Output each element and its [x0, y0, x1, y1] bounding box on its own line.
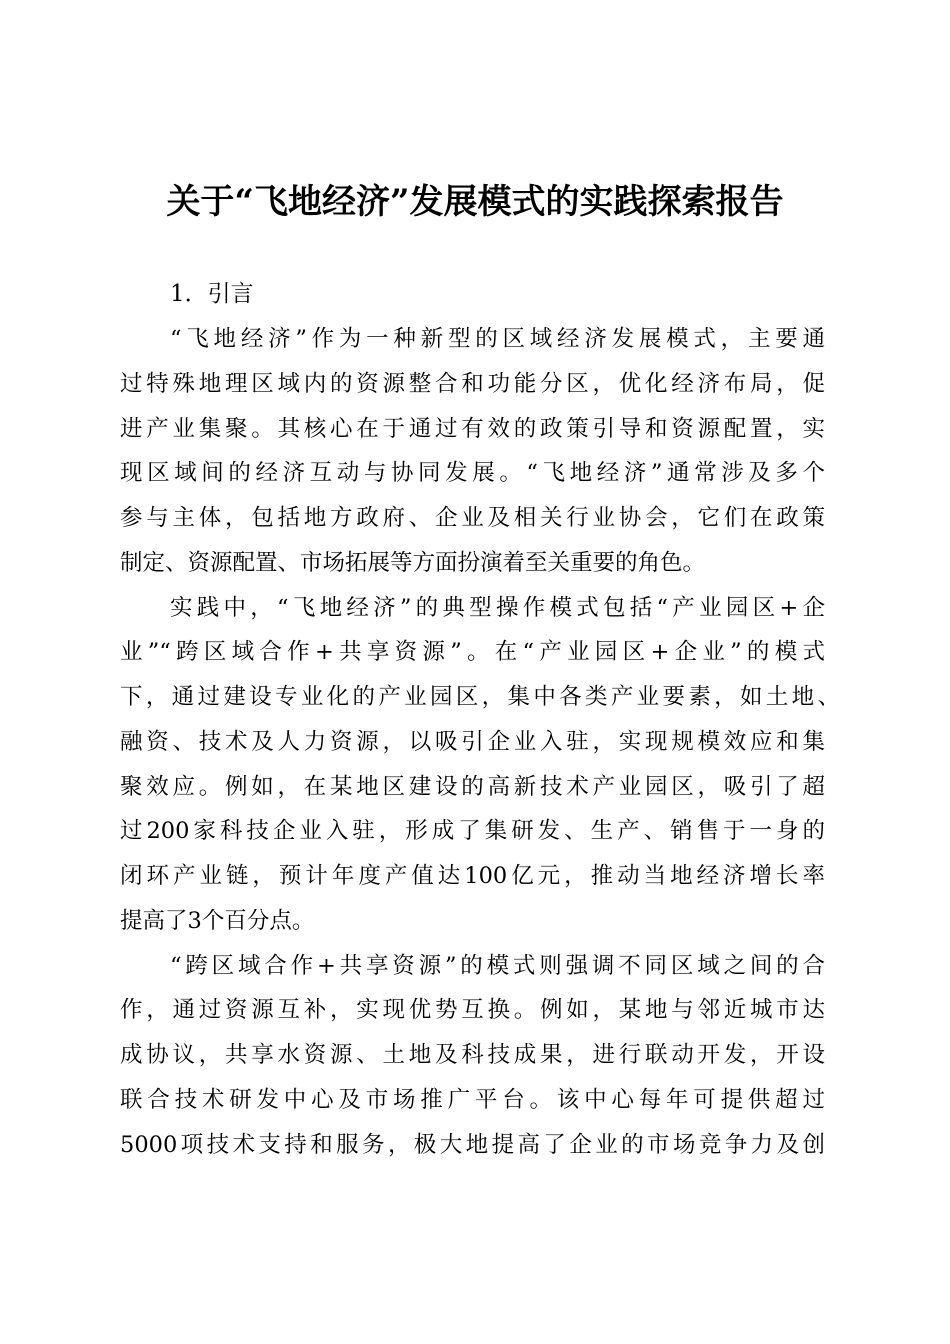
paragraph-2-line-1: 实践中，“飞地经济”的典型操作模式包括“产业园区+企	[170, 595, 825, 621]
section-heading: 1．引言	[170, 281, 254, 307]
paragraph-2-line-4: 融资、技术及人力资源，以吸引企业入驻，实现规模效应和集	[120, 729, 825, 755]
paragraph-1-line-1: “飞地经济”作为一种新型的区域经济发展模式，主要通	[170, 326, 825, 352]
paragraph-2-line-3: 下，通过建设专业化的产业园区，集中各类产业要素，如土地、	[120, 684, 840, 710]
paragraph-1-line-6: 制定、资源配置、市场拓展等方面扮演着至关重要的角色。	[120, 550, 706, 576]
paragraph-1-line-2: 过特殊地理区域内的资源整合和功能分区，优化经济布局，促	[120, 371, 825, 397]
paragraph-2-line-5: 聚效应。例如，在某地区建设的高新技术产业园区，吸引了超	[120, 774, 825, 800]
paragraph-2-line-8: 提高了3个百分点。	[120, 908, 315, 934]
paragraph-3-line-2: 作，通过资源互补，实现优势互换。例如，某地与邻近城市达	[120, 997, 825, 1023]
paragraph-1-line-5: 参与主体，包括地方政府、企业及相关行业协会，它们在政策	[120, 505, 825, 531]
paragraph-1-line-4: 现区域间的经济互动与协同发展。“飞地经济”通常涉及多个	[120, 460, 825, 486]
paragraph-3-line-4: 联合技术研发中心及市场推广平台。该中心每年可提供超过	[120, 1087, 825, 1113]
paragraph-3-line-5: 5000项技术支持和服务，极大地提高了企业的市场竞争力及创	[120, 1132, 825, 1158]
paragraph-2-line-7: 闭环产业链，预计年度产值达100亿元，推动当地经济增长率	[120, 863, 825, 889]
paragraph-1-line-3: 进产业集聚。其核心在于通过有效的政策引导和资源配置，实	[120, 416, 825, 442]
paragraph-3-line-1: “跨区域合作+共享资源”的模式则强调不同区域之间的合	[170, 953, 825, 979]
paragraph-2-line-6: 过200家科技企业入驻，形成了集研发、生产、销售于一身的	[120, 818, 825, 844]
paragraph-2-line-2: 业”“跨区域合作+共享资源”。在“产业园区+企业”的模式	[120, 639, 825, 665]
paragraph-3-line-3: 成协议，共享水资源、土地及科技成果，进行联动开发，开设	[120, 1042, 825, 1068]
document-title: 关于“飞地经济”发展模式的实践探索报告	[166, 182, 784, 222]
